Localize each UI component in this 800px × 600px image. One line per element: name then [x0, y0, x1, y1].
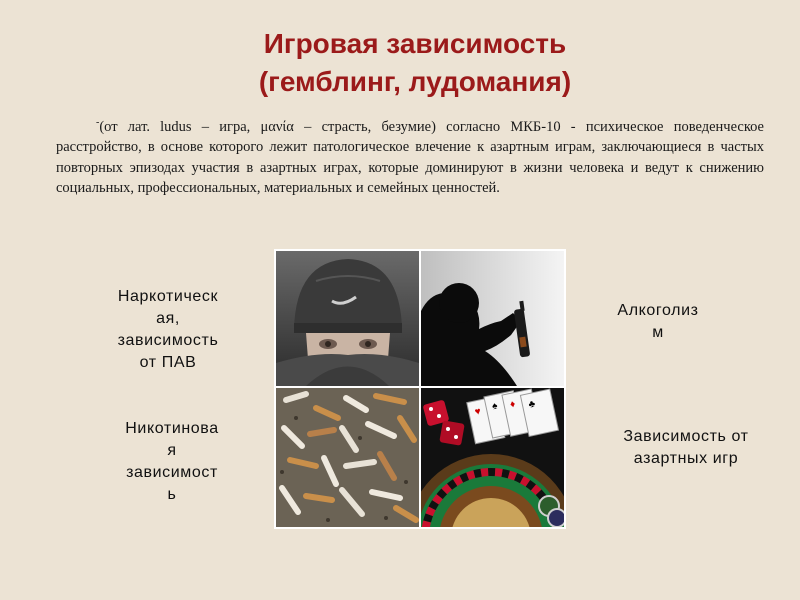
label-gambling-addiction: Зависимость от азартных игр: [623, 428, 749, 467]
definition-paragraph: [56, 113, 764, 199]
svg-text:♦: ♦: [509, 398, 517, 411]
definition-marker: -: [96, 117, 100, 128]
label-drug-addiction: Наркотическ ая, зависимость от ПАВ: [117, 288, 219, 371]
label-alcoholism: Алкоголиз м: [617, 302, 699, 341]
definition-text: (от лат. ludus – игра, μανία – страсть, безумие) согласно МКБ-10 - психическое поведенческое расстройство, в основе которого лежит патологическое влечение к азартным играм, заключающиеся в частых повторных эпизодах участия в азартных играх, которые доминируют в жизни человека и ведут к снижению социальных, профессиональных, материальных и семейных ценностей.: [56, 118, 764, 197]
svg-text:♣: ♣: [527, 398, 537, 411]
image-grid: [274, 249, 566, 529]
label-nicotine-addiction: Никотинова я зависимост ь: [125, 420, 219, 503]
slide-title: Игровая зависимость: [263, 28, 567, 59]
svg-text:♠: ♠: [491, 400, 499, 413]
person-in-beanie-photo: [276, 251, 419, 386]
drinking-silhouette-photo: [421, 251, 564, 386]
cigarette-butts-photo: [276, 388, 419, 527]
slide-subtitle: (гемблинг, лудомания): [258, 66, 572, 97]
svg-text:♥: ♥: [473, 406, 482, 419]
roulette-cards-dice-photo: [421, 388, 564, 527]
